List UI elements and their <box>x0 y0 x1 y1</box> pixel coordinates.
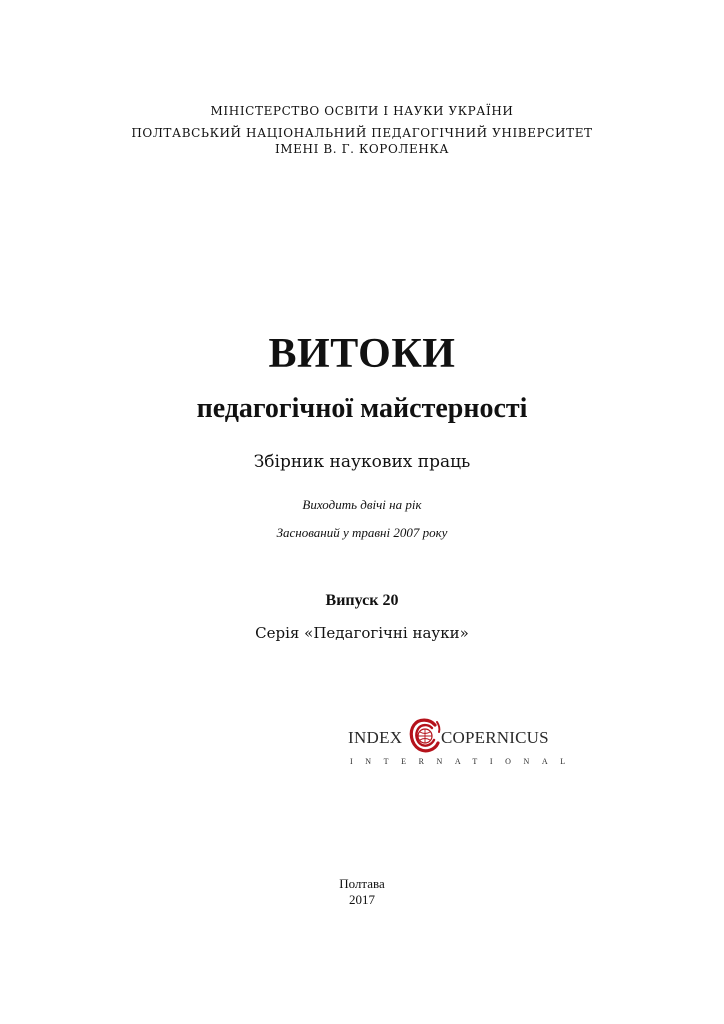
journal-title: ВИТОКИ <box>268 331 456 377</box>
collection-type: Збірник наукових праць <box>253 452 471 472</box>
publication-city: Полтава <box>339 876 385 891</box>
index-copernicus-logo <box>348 716 578 772</box>
logo-word-international: INTERNATIONAL <box>350 757 578 766</box>
issue-number: Випуск 20 <box>325 592 399 609</box>
journal-subtitle: педагогічної майстерності <box>196 393 528 424</box>
founding-date: Заснований у травні 2007 року <box>276 525 448 540</box>
publication-frequency: Виходить двічі на рік <box>302 497 422 512</box>
publication-year: 2017 <box>349 892 375 907</box>
logo-word-index: INDEX <box>348 728 403 747</box>
ministry-heading: МІНІСТЕРСТВО ОСВІТИ І НАУКИ УКРАЇНИ <box>210 104 514 118</box>
logo-word-copernicus: COPERNICUS <box>441 728 549 747</box>
globe-swirl-icon <box>406 716 442 756</box>
university-name-line1: ПОЛТАВСЬКИЙ НАЦІОНАЛЬНИЙ ПЕДАГОГІЧНИЙ УНІВЕРСИТЕТ <box>131 126 593 140</box>
university-name-line2: ІМЕНІ В. Г. КОРОЛЕНКА <box>274 142 450 156</box>
series-name: Серія «Педагогічні науки» <box>255 624 469 642</box>
